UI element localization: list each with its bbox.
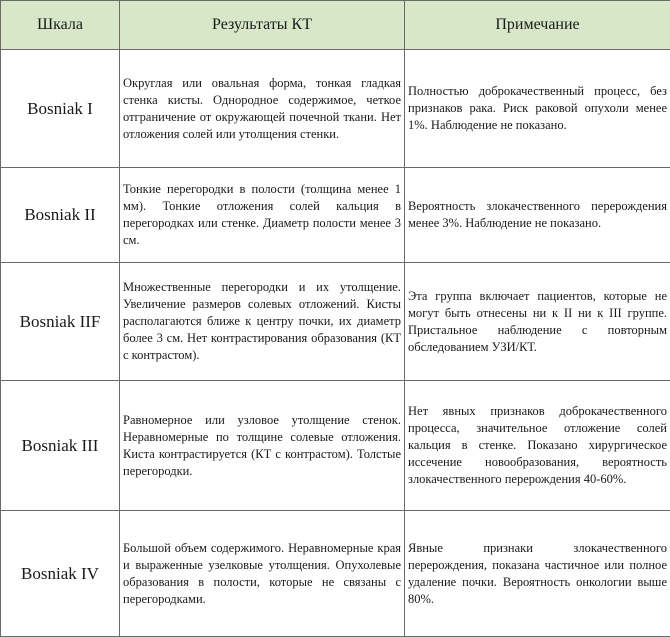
note-cell bbox=[405, 263, 670, 381]
table-row bbox=[1, 381, 670, 511]
note-cell bbox=[405, 381, 670, 511]
ct-results-text: Округлая или овальная форма, тонкая гладкая стенка кисты. Однородное содержимое, четкое отграничение от окружающей почечной ткани. Нет отложения солей или утолщения стенки. bbox=[123, 75, 401, 143]
ct-results-cell bbox=[120, 50, 405, 168]
ct-results-text: Множественные перегородки и их утолщение. Увеличение размеров солевых отложений. Кисты располагаются ближе к центру почки, их диаметр более 3 см. Нет контрастирования образования (КТ с контрастом). bbox=[123, 279, 401, 364]
table-row bbox=[1, 263, 670, 381]
note-text: Эта группа включает пациентов, которые не могут быть отнесены ни к II ни к III группе. Пристальное наблюдение с повторным обследованием УЗИ/КТ. bbox=[408, 288, 667, 356]
note-cell bbox=[405, 511, 670, 637]
note-cell bbox=[405, 50, 670, 168]
header-note: Примечание bbox=[405, 1, 670, 50]
scale-cell: Bosniak III bbox=[1, 381, 120, 511]
ct-results-text: Тонкие перегородки в полости (толщина менее 1 мм). Тонкие отложения солей кальция в перегородках или стенке. Диаметр полости менее 3 см. bbox=[123, 181, 401, 249]
ct-results-cell bbox=[120, 511, 405, 637]
scale-cell: Bosniak II bbox=[1, 168, 120, 263]
note-cell bbox=[405, 168, 670, 263]
scale-cell: Bosniak IV bbox=[1, 511, 120, 637]
note-text: Нет явных признаков доброкачественного процесса, значительное отложение солей кальция в стенке. Показано хирургическое иссечение новообразования, вероятность злокачественного перерождения 40-60%. bbox=[408, 403, 667, 488]
scale-cell: Bosniak IIF bbox=[1, 263, 120, 381]
ct-results-text: Большой объем содержимого. Неравномерные края и выраженные узелковые утолщения. Опухолевые образования в полости, которые не связаны с перегородками. bbox=[123, 540, 401, 608]
note-text: Полностью доброкачественный процесс, без признаков рака. Риск раковой опухоли менее 1%. Наблюдение не показано. bbox=[408, 83, 667, 134]
note-text: Вероятность злокачественного перерождения менее 3%. Наблюдение не показано. bbox=[408, 198, 667, 232]
header-scale: Шкала bbox=[1, 1, 120, 50]
ct-results-cell bbox=[120, 263, 405, 381]
table-row bbox=[1, 511, 670, 637]
scale-cell: Bosniak I bbox=[1, 50, 120, 168]
ct-results-cell bbox=[120, 381, 405, 511]
ct-results-cell bbox=[120, 168, 405, 263]
header-ct-results: Результаты КТ bbox=[120, 1, 405, 50]
table-row bbox=[1, 168, 670, 263]
ct-results-text: Равномерное или узловое утолщение стенок. Неравномерные по толщине солевые отложения. Киста контрастируется (КТ с контрастом). Толстые перегородки. bbox=[123, 412, 401, 480]
table-header-row bbox=[1, 1, 670, 50]
note-text: Явные признаки злокачественного перерождения, показана частичное или полное удаление почки. Вероятность онкологии выше 80%. bbox=[408, 540, 667, 608]
table-row bbox=[1, 50, 670, 168]
